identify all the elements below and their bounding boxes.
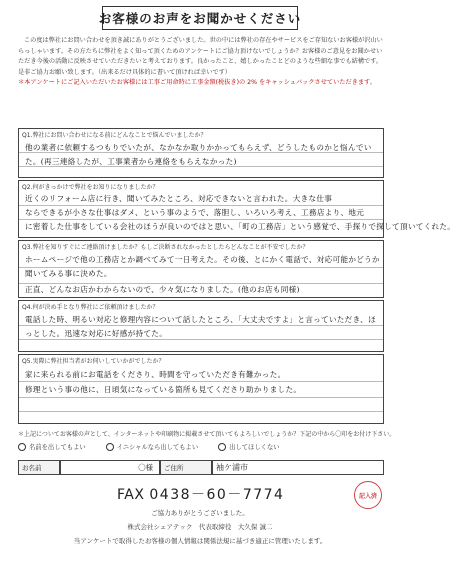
ruled-line (19, 411, 383, 412)
consent-text: ＊上記についてお客様の声として、インターネットや印刷物に掲載させて頂いてもよろしいでしょうか？下記の中から〇印をお付け下さい。 (18, 431, 396, 438)
question-box-q3 (18, 240, 384, 298)
ruled-line (19, 381, 383, 382)
question-box-q1 (18, 128, 384, 178)
question-label: Q2.何がきっかけで弊社をお知りになりましたか？ (22, 184, 159, 191)
intro-text (18, 36, 384, 89)
customer-info-row (18, 460, 384, 475)
answer-line: 近くのリフォーム店に行き、聞いてみたところ、対応できないと言われた。大きな仕事 (25, 194, 333, 203)
radio-circle-icon[interactable] (18, 443, 26, 451)
question-label: Q4.何が決め手となり弊社にご依頼頂けましたか？ (22, 304, 159, 311)
intro-paragraph: この度は弊社にお問い合わせを頂き誠にありがとうございました。世の中には弊社の存在やサービスをご存知ないお客様が沢山いらっしゃいます。その方たちに弊社をよく知って頂くためのアンケートにご協力頂けないでしょうか？お客様のご意見をお聞かせいただき今後の活動に反映させていただきたいと考えております。良かったこと、嬉しかったことどのような些細な事でも結構です。是非ご協力お願い致します。（出来るだけ具体的に書いて頂ければ幸いです） (18, 37, 383, 76)
question-label: Q1.弊社にお問い合わせになる前にどんなことで悩んでいましたか？ (22, 132, 207, 139)
answer-line: 正直、どんなお店かわからないので、少々気になりました。(他のお店も同様) (25, 285, 300, 294)
name-label: お名前 (18, 460, 60, 475)
answer-text: 電話した時、明るい対応と修理内容について話したところ、「大丈夫ですよ」と言っていただき、ほっとした。迅速な対応に好感が持てた。 (25, 315, 376, 338)
thanks-text: ご協力ありがとうございました。 (151, 509, 249, 517)
publish-options (18, 442, 384, 451)
fax-number (117, 484, 284, 504)
name-field[interactable]: 〇様 (60, 460, 160, 475)
company-text: 株式会社シェアテック 代表取締役 大久保 誠二 (127, 523, 273, 531)
option-label: イニシャルなら出してもよい (116, 444, 199, 451)
option-no-publish[interactable] (218, 442, 279, 451)
answer-text: ホームページで他の工務店とか調べてみて一日考えた。その後、とにかく電話で、対応可能かどうか聞いてみる事に決めた。 (25, 255, 380, 278)
answer-text: 他の業者に依頼するつもりでいたが、なかなか取りかかってもらえず、どうしたものかと悩んでいた。(再三連絡したが、工事業者から連絡をもらえなかった) (25, 143, 372, 166)
address-field[interactable]: 袖ケ浦市 (212, 460, 384, 475)
ruled-line (19, 205, 383, 206)
question-box-q2 (18, 180, 455, 238)
received-stamp: 記入済 (354, 481, 382, 509)
answer-line: 家に来られる前にお電話をくださり、時間を守っていただき有難かった。 (25, 370, 286, 379)
ruled-line (19, 397, 383, 398)
cashback-note: ＊本アンケートにご記入いただいたお客様には工事ご用命時に工事金額(税抜き)の 2% をキャッシュバックさせていただきます。 (18, 79, 376, 87)
question-box-q5 (18, 354, 384, 424)
address-label: ご住所 (160, 460, 212, 475)
answer-line: 修理という事の他に、日頃気になっている箇所も見てくださり助かりました。 (25, 385, 302, 394)
ruled-line (19, 219, 383, 220)
page-title: お客様のお声をお聞かせください (102, 6, 298, 30)
answer-line: ならできるが小さな仕事はダメ、という事のようで、落胆し、いろいろ考え、工務店より、地元 (25, 208, 365, 217)
radio-circle-icon[interactable] (218, 443, 226, 451)
privacy-text: 当アンケートで取得したお客様の個人情報は関係法規に基づき適正に管理いたします。 (73, 537, 327, 545)
option-label: 名前を出してもよい (29, 444, 86, 451)
fax-digits: 0438－60－7774 (149, 487, 285, 503)
radio-circle-icon[interactable] (106, 443, 114, 451)
answer-line: に密着した仕事をしている会社のほうが良いのではと思い、「町の工務店」という感覚で、手探りで探して頂いてくれた。 (25, 222, 455, 231)
option-initial-ok[interactable] (106, 442, 198, 451)
question-label: Q3.弊社を知りすぐにご連絡頂けましたか？もしご決断されなかったとしたらどんなことが不安でしたか？ (22, 244, 309, 251)
option-label: 出してほしくない (229, 444, 280, 451)
fax-label: FAX (117, 487, 145, 503)
question-box-q4 (18, 300, 384, 352)
question-label: Q5.実際に弊社担当者がお伺いしていかがでしたか？ (22, 358, 165, 365)
option-name-ok[interactable] (18, 442, 86, 451)
